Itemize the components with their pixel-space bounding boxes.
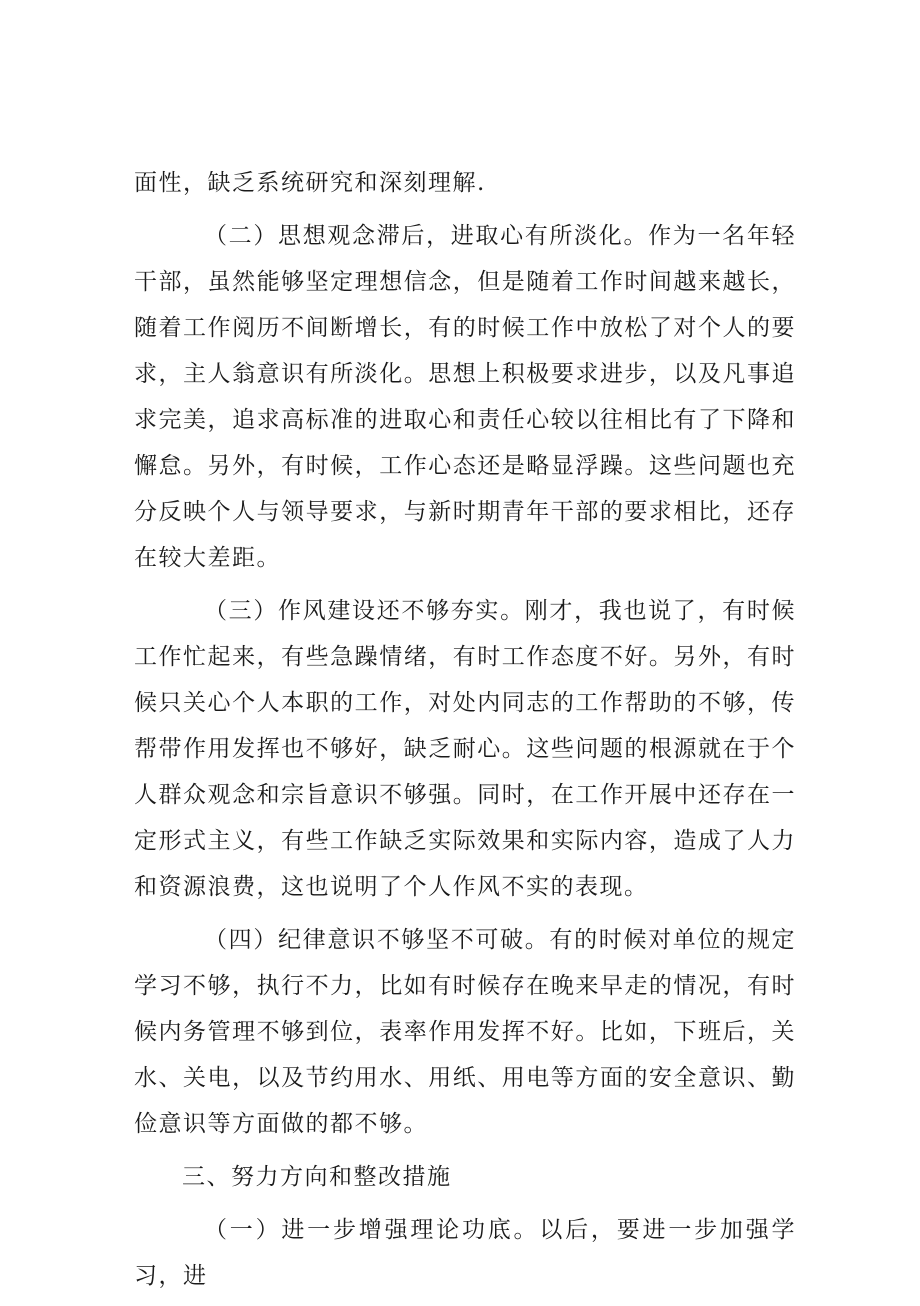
document-body xyxy=(134,160,796,1306)
section-heading: 三、努力方向和整改措施 xyxy=(182,1164,452,1190)
paragraph-section-4: （四）纪律意识不够坚不可破。有的时候对单位的规定学习不够，执行不力，比如有时候存在晚来早走的情况，有时候内务管理不够到位，表率作用发挥不好。比如，下班后，关水、关电，以及节约用水、用纸、用电等方面的安全意识、勤俭意识等方面做的都不够。 xyxy=(134,927,796,1137)
paragraph-continuation: 面性，缺乏系统研究和深刻理解. xyxy=(134,170,486,196)
paragraph-section-3: （三）作风建设还不够夯实。刚才，我也说了，有时候工作忙起来，有些急躁情绪，有时工作态度不好。另外，有时候只关心个人本职的工作，对处内同志的工作帮助的不够，传帮带作用发挥也不够好，缺乏耐心。这些问题的根源就在于个人群众观念和宗旨意识不够强。同时，在工作开展中还存在一定形式主义，有些工作缺乏实际效果和实际内容，造成了人力和资源浪费，这也说明了个人作风不实的表现。 xyxy=(134,598,796,900)
paragraph-measure-1: （一）进一步增强理论功底。以后，要进一步加强学习，进 xyxy=(134,1217,796,1289)
paragraph-section-2: （二）思想观念滞后，进取心有所淡化。作为一名年轻干部，虽然能够坚定理想信念，但是随着工作时间越来越长，随着工作阅历不间断增长，有的时候工作中放松了对个人的要求，主人翁意识有所淡化。思想上积极要求进步，以及凡事追求完美，追求高标准的进取心和责任心较以往相比有了下降和懈怠。另外，有时候，工作心态还是略显浮躁。这些问题也充分反映个人与领导要求，与新时期青年干部的要求相比，还存在较大差距。 xyxy=(134,223,796,571)
